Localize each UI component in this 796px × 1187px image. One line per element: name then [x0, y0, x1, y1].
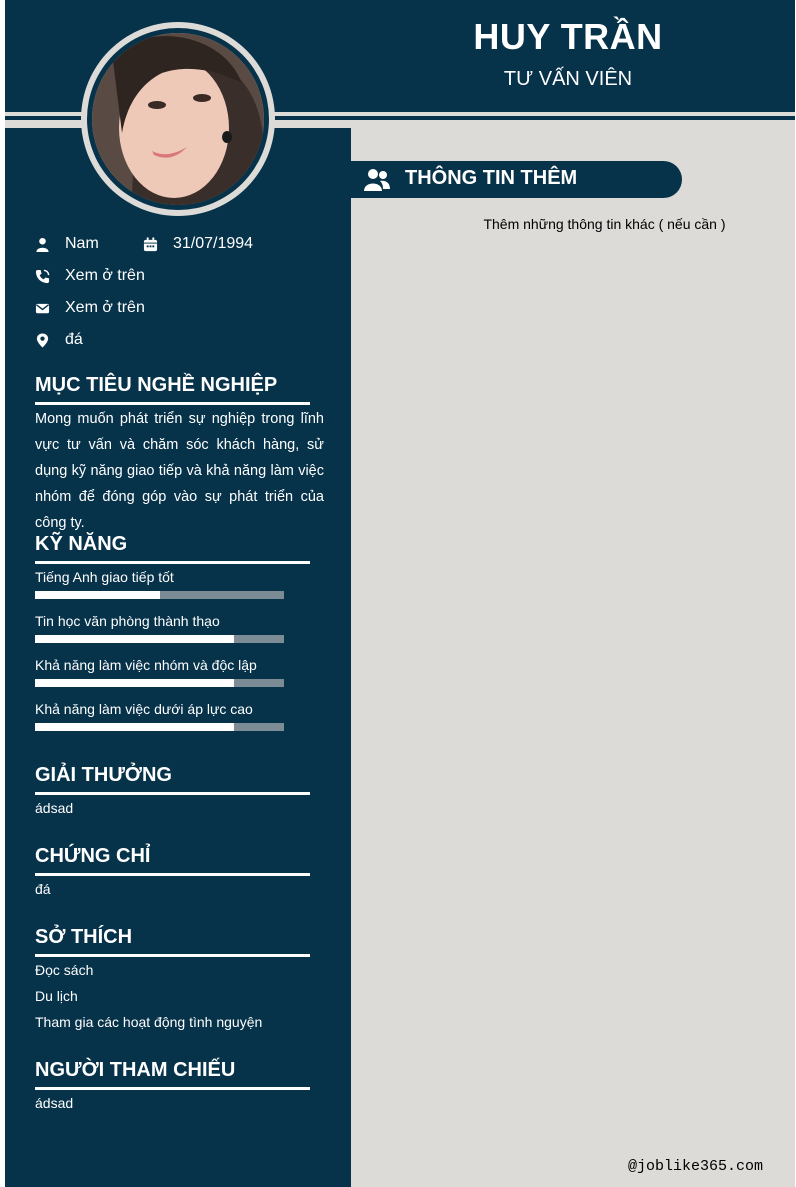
skill-bar [35, 723, 284, 731]
cv-page [5, 0, 795, 1187]
certificates-title: CHỨNG CHỈ [35, 845, 151, 867]
hobbies-underline [35, 954, 310, 957]
skill-label: Tiếng Anh giao tiếp tốt [35, 569, 174, 585]
hobby-item: Tham gia các hoạt động tình nguyện [35, 1014, 263, 1030]
candidate-job-title: TƯ VẤN VIÊN [503, 68, 633, 90]
objective-underline [35, 402, 310, 405]
avatar[interactable] [92, 33, 264, 205]
skill-bar-fill [35, 591, 160, 599]
skill-bar-fill [35, 679, 234, 687]
skill-bar-fill [35, 723, 234, 731]
references-underline [35, 1087, 310, 1090]
awards-title: GIẢI THƯỞNG [35, 764, 172, 786]
map-pin-icon [35, 333, 50, 348]
envelope-icon [35, 301, 50, 316]
address-value: đá [65, 331, 83, 348]
objective-text: Mong muốn phát triển sự nghiệp trong lĩnh vực tư vấn và chăm sóc khách hàng, sử dụng kỹ năng giao tiếp và khả năng làm việc nhóm để đóng góp vào sự phát triển của công ty. [35, 411, 324, 531]
candidate-name: HUY TRẦN [473, 16, 663, 57]
skill-bar [35, 679, 284, 687]
skill-label: Khả năng làm việc dưới áp lực cao [35, 701, 253, 717]
email-row [35, 297, 145, 319]
certificates-underline [35, 873, 310, 876]
birthday-value: 31/07/1994 [173, 235, 254, 252]
skill-bar-fill [35, 635, 234, 643]
avatar-photo [92, 33, 264, 205]
address-row [35, 329, 83, 351]
gender-row [35, 233, 99, 255]
phone-icon [35, 269, 50, 284]
award-item: ádsad [35, 800, 74, 816]
user-icon [35, 237, 50, 252]
email-value: Xem ở trên [65, 299, 145, 316]
references-title: NGƯỜI THAM CHIẾU [35, 1059, 236, 1081]
hobby-item: Đọc sách [35, 962, 94, 978]
phone-row [35, 265, 145, 287]
more-info-text: Thêm những thông tin khác ( nếu cần ) [483, 216, 726, 232]
awards-underline [35, 792, 310, 795]
skill-label: Khả năng làm việc nhóm và độc lập [35, 657, 257, 673]
watermark: @joblike365.com [628, 1158, 764, 1175]
objective-title: MỤC TIÊU NGHỀ NGHIỆP [35, 374, 278, 396]
hobby-item: Du lịch [35, 988, 78, 1004]
phone-value: Xem ở trên [65, 267, 145, 284]
reference-item: ádsad [35, 1095, 74, 1111]
skills-title: KỸ NĂNG [35, 533, 128, 555]
certificate-item: đá [35, 881, 51, 897]
skills-underline [35, 561, 310, 564]
calendar-icon [143, 237, 158, 252]
users-icon [364, 168, 390, 192]
skill-bar [35, 591, 284, 599]
skill-bar [35, 635, 284, 643]
birthday-row [143, 233, 253, 255]
more-info-title: THÔNG TIN THÊM [405, 167, 578, 189]
skill-label: Tin học văn phòng thành thạo [35, 613, 220, 629]
gender-value: Nam [65, 235, 99, 252]
hobbies-title: SỞ THÍCH [35, 926, 133, 948]
